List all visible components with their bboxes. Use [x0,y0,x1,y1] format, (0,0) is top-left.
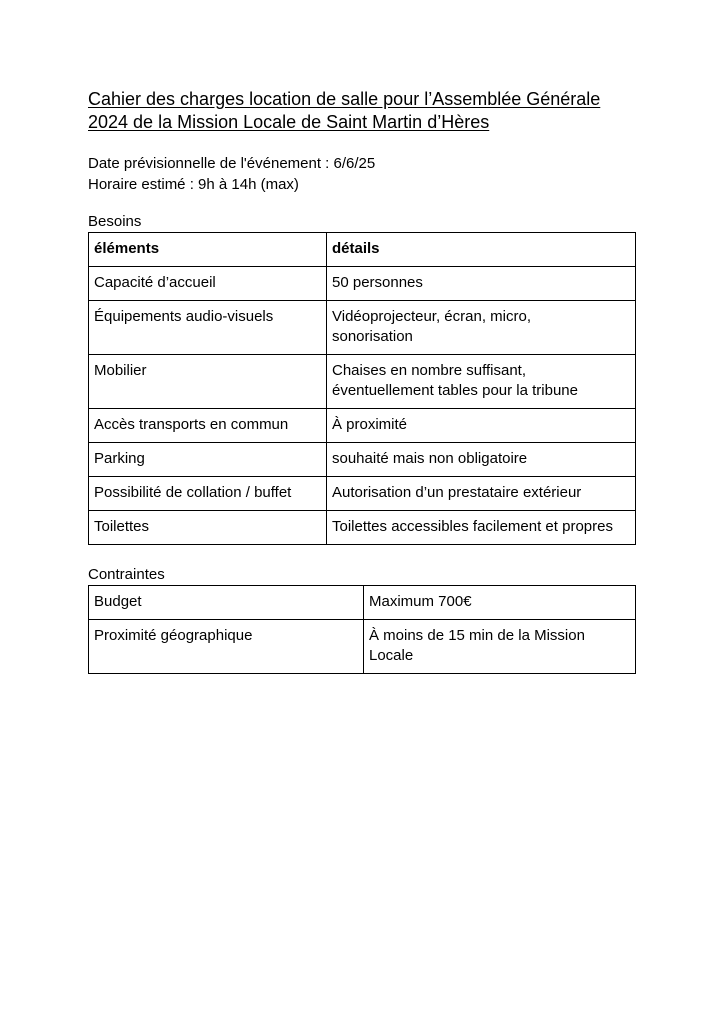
table-row [89,511,636,545]
title-line-1: Cahier des charges location de salle pour l’Assemblée Générale [88,89,601,109]
header-elements: éléments [89,233,327,267]
element-cell: Équipements audio-visuels [89,301,327,355]
element-cell: Parking [89,443,327,477]
table-row [89,620,636,674]
detail-line: éventuellement tables pour la tribune [332,382,578,399]
title-line-2: 2024 de la Mission Locale de Saint Martin d’Hères [88,112,490,132]
document-title [88,88,636,134]
detail-cell [327,301,636,355]
element-cell: Possibilité de collation / buffet [89,477,327,511]
table-row [89,586,636,620]
header-details: détails [327,233,636,267]
detail-cell: Toilettes accessibles facilement et propres [327,511,636,545]
table-header-row [89,233,636,267]
event-hours: Horaire estimé : 9h à 14h (max) [88,176,299,193]
detail-cell [327,355,636,409]
element-cell: Proximité géographique [89,620,364,674]
contraintes-heading: Contraintes [88,566,165,583]
besoins-table [88,232,636,545]
event-date: Date prévisionnelle de l'événement : 6/6/25 [88,155,376,172]
table-row [89,301,636,355]
element-cell: Budget [89,586,364,620]
element-cell: Accès transports en commun [89,409,327,443]
element-cell: Toilettes [89,511,327,545]
table-row [89,477,636,511]
table-row [89,409,636,443]
event-info [88,153,636,195]
table-row [89,443,636,477]
detail-cell [364,620,636,674]
besoins-heading: Besoins [88,213,142,230]
detail-line: Chaises en nombre suffisant, [332,362,526,379]
contraintes-table [88,585,636,674]
detail-line: À moins de 15 min de la Mission [369,627,585,644]
detail-cell: Maximum 700€ [364,586,636,620]
element-cell: Capacité d’accueil [89,267,327,301]
detail-cell: souhaité mais non obligatoire [327,443,636,477]
document-page [88,88,636,674]
detail-cell: Autorisation d’un prestataire extérieur [327,477,636,511]
detail-line: sonorisation [332,328,413,345]
detail-line: Locale [369,647,414,664]
element-cell: Mobilier [89,355,327,409]
table-row [89,267,636,301]
detail-cell: 50 personnes [327,267,636,301]
detail-cell: À proximité [327,409,636,443]
detail-line: Vidéoprojecteur, écran, micro, [332,308,531,325]
table-row [89,355,636,409]
